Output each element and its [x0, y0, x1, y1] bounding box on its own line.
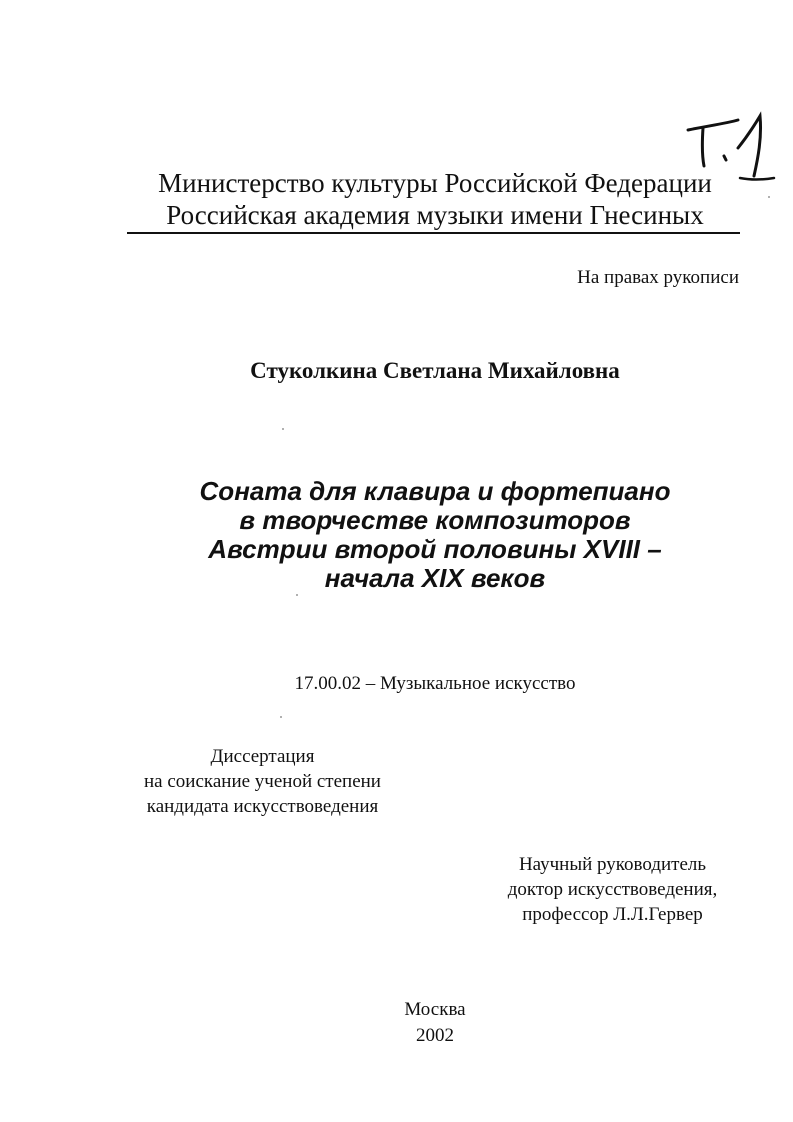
manuscript-rights-note: На правах рукописи — [577, 267, 739, 288]
scientific-advisor — [440, 852, 785, 927]
scan-speck — [296, 594, 298, 596]
degree-line: Диссертация — [210, 746, 315, 767]
place-and-year — [100, 997, 770, 1049]
degree-statement — [100, 744, 425, 819]
advisor-line: доктор искусствоведения, — [507, 879, 718, 900]
dissertation-title — [100, 477, 770, 593]
academy-heading: Российская академия музыки имени Гнесиных — [166, 200, 704, 230]
title-line: Соната для клавира и фортепиано — [199, 476, 671, 506]
specialty-code: 17.00.02 – Музыкальное искусство — [294, 673, 576, 694]
header-underline — [127, 232, 740, 234]
title-line: в творчестве композиторов — [239, 505, 631, 535]
year: 2002 — [416, 1025, 454, 1046]
city: Москва — [404, 999, 466, 1020]
advisor-line: Научный руководитель — [518, 854, 707, 875]
degree-line: на соискание ученой степени — [144, 771, 381, 792]
author-name: Стуколкина Светлана Михайловна — [250, 358, 620, 383]
title-line: Австрии второй половины XVIII – — [208, 534, 662, 564]
advisor-line: профессор Л.Л.Гервер — [522, 904, 703, 925]
scan-speck — [768, 196, 770, 198]
ministry-heading: Министерство культуры Российской Федерации — [158, 168, 712, 198]
scan-speck — [282, 428, 284, 430]
scan-speck — [280, 716, 282, 718]
degree-line: кандидата искусствоведения — [146, 796, 379, 817]
title-line: начала XIX веков — [324, 563, 546, 593]
